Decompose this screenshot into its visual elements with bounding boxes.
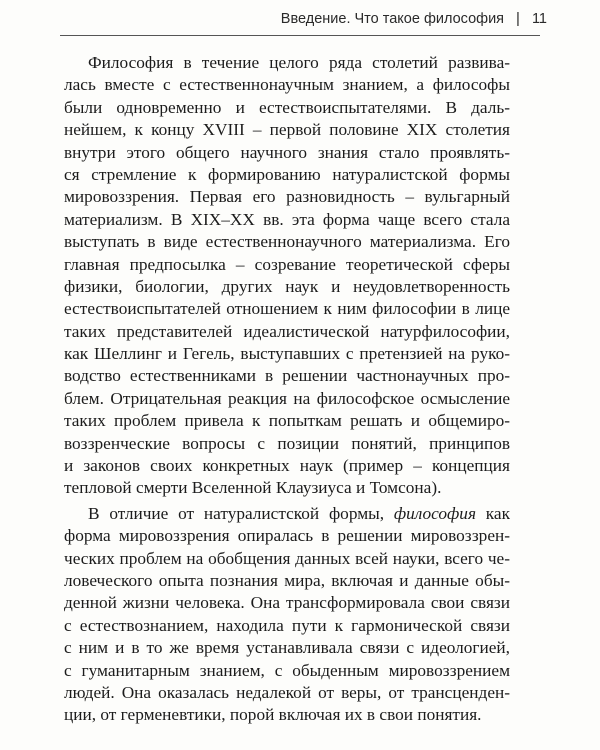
page-number: 11 xyxy=(531,10,547,27)
text-line: ловеческого опыта познания мира, включая и данные обы- xyxy=(64,570,510,590)
paragraph-2 xyxy=(64,503,510,727)
text-line: материализм. В XIX–XX вв. эта форма чаще всего стала xyxy=(64,209,510,229)
text-line: Философия в течение целого ряда столетий развива- xyxy=(88,53,510,72)
text-line: таких представителей идеалистической натурфилософии, xyxy=(64,321,510,341)
text-line: денной жизни человека. Она трансформировала свои связи xyxy=(64,593,510,613)
header-separator: | xyxy=(516,10,520,27)
text-line: с гуманитарным знанием, с обыденным мировоззрением xyxy=(64,660,510,680)
text-line: как Шеллинг и Гегель, выступавших с претензией на руко- xyxy=(64,344,510,364)
text-line: тепловой смерти Вселенной Клаузиуса и Томсона). xyxy=(64,478,442,498)
text-line: с ним и в то же время устанавливала связи с идеологией, xyxy=(64,638,510,658)
text-line: таких проблем привела к попыткам решать и общемиро- xyxy=(64,411,510,431)
text-line: водство естественниками в решении частнонаучных про- xyxy=(64,366,510,386)
text-line: физики, биологии, других наук и неудовлетворенность xyxy=(64,276,510,296)
text-line: ции, от герменевтики, порой включая их в свои понятия. xyxy=(64,705,482,725)
text-line: людей. Она оказалась недалекой от веры, от трансценден- xyxy=(64,682,510,702)
text-run: В отличие от натуралистской формы, xyxy=(88,503,394,523)
text-line-first xyxy=(64,503,510,525)
text-line: мировоззрения. Первая его разновидность – вульгарный xyxy=(64,187,510,207)
emphasis-term: философия xyxy=(393,503,476,523)
text-line: лась вместе с естественнонаучным знанием, а философы xyxy=(64,75,510,95)
text-line: внутри этого общего научного знания стало проявлять- xyxy=(64,142,510,162)
paragraph-1 xyxy=(64,52,510,500)
page-body xyxy=(64,52,510,730)
text-line: форма мировоззрения опиралась в решении мировоззрен- xyxy=(64,526,510,546)
text-line: ческих проблем на обобщения данных всей науки, всего че- xyxy=(64,548,510,568)
chapter-title: Введение. Что такое философия xyxy=(280,10,505,27)
header-rule xyxy=(60,35,540,36)
text-line: выступать в виде естественнонаучного материализма. Его xyxy=(64,232,510,252)
text-line: нейшем, к концу XVIII – первой половине XIX столетия xyxy=(64,120,510,140)
running-header xyxy=(281,10,547,27)
text-line: воззренческие вопросы с позиции понятий, принципов xyxy=(64,433,510,453)
text-line: и законов своих конкретных наук (пример – концепция xyxy=(64,456,510,476)
text-line: блем. Отрицательная реакция на философское осмысление xyxy=(64,388,510,408)
text-run: как xyxy=(475,503,510,523)
text-line: естествоиспытателей отношением к ним философии в лице xyxy=(64,299,510,319)
text-line: ся стремление к формированию натуралистской формы xyxy=(64,164,510,184)
text-line: были одновременно и естествоиспытателями. В даль- xyxy=(64,97,510,117)
text-line: с естествознанием, находила пути к гармонической связи xyxy=(64,615,510,635)
text-line: главная предпосылка – созревание теоретической сферы xyxy=(64,254,510,274)
